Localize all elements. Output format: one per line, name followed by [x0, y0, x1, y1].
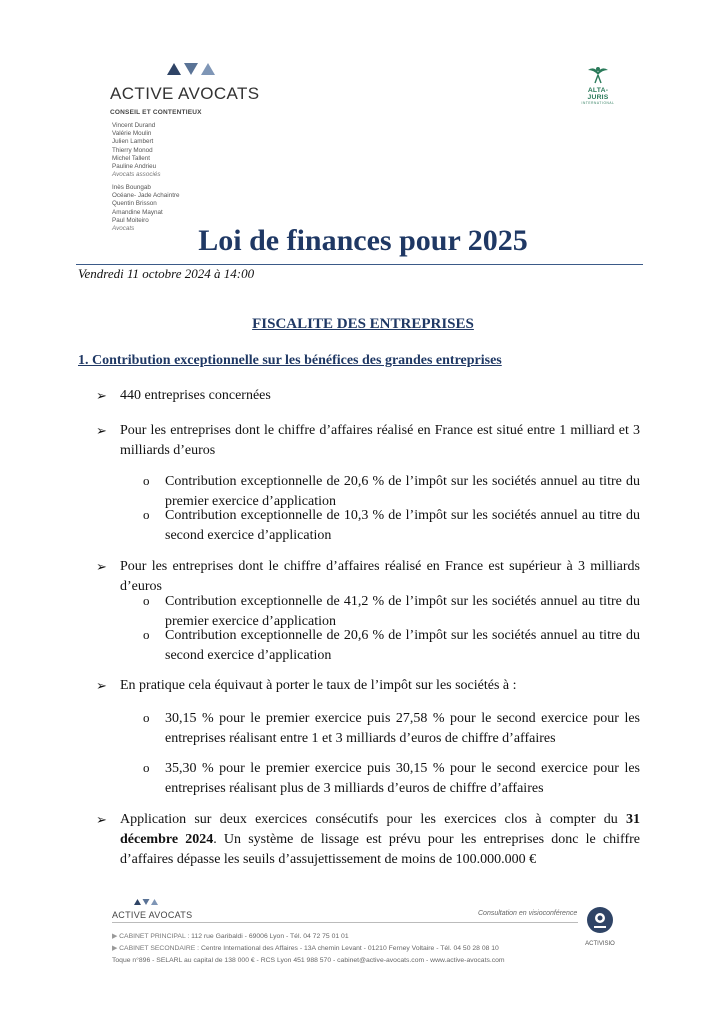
- footer-rule: [112, 922, 578, 923]
- triangle-marker-icon: ▶: [112, 945, 120, 952]
- footer-visio-text: Consultation en visioconférence: [478, 910, 578, 917]
- section-heading: FISCALITE DES ENTREPRISES: [252, 316, 474, 332]
- circle-bullet-icon: o: [143, 507, 150, 522]
- lawyer-name: Paul Moiteiro: [112, 216, 149, 224]
- arrow-bullet-icon: ➢: [96, 812, 107, 827]
- associate-name: Julien Lambert: [112, 138, 154, 146]
- bullet-item: [96, 810, 640, 870]
- circle-bullet-icon: o: [143, 627, 150, 642]
- circle-bullet-icon: o: [143, 710, 150, 725]
- circle-bullet-icon: o: [143, 473, 150, 488]
- associate-name: Thierry Monod: [112, 146, 153, 154]
- footer-secondary-address: ▶ CABINET SECONDAIRE : Centre International des Affaires - 13A chemin Levant - 01210 Ferney Voltaire - Tél. 04 50 28 08 10: [112, 945, 499, 952]
- lawyer-name: Inès Boungab: [112, 184, 151, 191]
- bullet-text: 440 entreprises concernées: [120, 388, 271, 403]
- footer-legal: Toque n°896 - SELARL au capital de 138 000 € - RCS Lyon 451 988 570 - cabinet@active-avocats.com - www.active-avocats.com: [112, 957, 505, 964]
- arrow-bullet-icon: ➢: [96, 678, 107, 693]
- alta-juris-emblem-icon: [586, 64, 610, 84]
- sub-bullet-item: [143, 626, 640, 666]
- alta-juris-sub: INTERNATIONAL: [581, 101, 615, 105]
- bullet-text: Application sur deux exercices consécutifs pour les exercices clos à compter du 31 décembre 2024. Un système de lissage est prévu pour les entreprises donc le chiffre d’affaires dépasse les seuils d’assujettissement de moins de 100.000.000 €: [120, 812, 640, 867]
- circle-bullet-icon: o: [143, 593, 150, 608]
- footer-brand: ACTIVE AVOCATS: [112, 910, 193, 920]
- bullet-item: [96, 557, 640, 597]
- document-date: Vendredi 11 octobre 2024 à 14:00: [78, 266, 255, 281]
- footer-principal-address: ▶ CABINET PRINCIPAL : 112 rue Garibaldi - 69006 Lyon - Tél. 04 72 75 01 01: [112, 933, 349, 940]
- bullet-item: [96, 421, 640, 461]
- bold-date: 31 décembre 2024: [120, 812, 640, 847]
- sub-bullet-text: Contribution exceptionnelle de 10,3 % de l’impôt sur les sociétés annuel au titre du second exercice d’application: [165, 508, 640, 543]
- title-rule: [76, 264, 643, 265]
- document-title: Loi de finances pour 2025: [198, 224, 528, 257]
- lawyer-name: Amandine Maynat: [112, 208, 163, 216]
- bullet-text: En pratique cela équivaut à porter le taux de l’impôt sur les sociétés à :: [120, 678, 517, 693]
- activisio-logo: [582, 905, 618, 947]
- circle-bullet-icon: o: [143, 760, 150, 775]
- alta-juris-name: ALTA-JURIS: [587, 87, 609, 101]
- sub-bullet-item: [143, 506, 640, 546]
- sub-bullet-text: Contribution exceptionnelle de 20,6 % de l’impôt sur les sociétés annuel au titre du second exercice d’application: [165, 628, 640, 663]
- activisio-label: ACTIVISIO: [585, 941, 615, 947]
- alta-juris-logo: [580, 64, 616, 105]
- sub-bullet-item: [143, 759, 640, 799]
- associates-list: [112, 122, 161, 179]
- sub-bullet-text: 35,30 % pour le premier exercice puis 30,15 % pour le second exercice pour les entreprises réalisant plus de 3 milliards d’euros de chiffre d’affaires: [165, 761, 640, 796]
- tagline: CONSEIL ET CONTENTIEUX: [110, 109, 202, 116]
- arrow-bullet-icon: ➢: [96, 559, 107, 574]
- sub-bullet-text: Contribution exceptionnelle de 20,6 % de l’impôt sur les sociétés annuel au titre du premier exercice d’application: [165, 474, 640, 509]
- sub-bullet-text: 30,15 % pour le premier exercice puis 27,58 % pour le second exercice pour les entreprises réalisant entre 1 et 3 milliards d’euros de chiffre d’affaires: [165, 711, 640, 746]
- bullet-item: [96, 386, 640, 406]
- associate-name: Valérie Moulin: [112, 130, 152, 138]
- bullet-text: Pour les entreprises dont le chiffre d’affaires réalisé en France est supérieur à 3 milliards d’euros: [120, 559, 640, 594]
- arrow-bullet-icon: ➢: [96, 388, 107, 403]
- triangle-marker-icon: ▶: [112, 933, 120, 940]
- sub-bullet-item: [143, 709, 640, 749]
- subsection-heading: 1. Contribution exceptionnelle sur les bénéfices des grandes entreprises: [78, 353, 502, 368]
- active-avocats-logo-icon: [167, 62, 217, 76]
- bullet-item: [96, 676, 640, 696]
- associate-name: Pauline Andrieu: [112, 163, 157, 171]
- bullet-text: Pour les entreprises dont le chiffre d’affaires réalisé en France est situé entre 1 milliard et 3 milliards d’euros: [120, 423, 640, 458]
- associate-name: Michel Tallent: [112, 154, 151, 162]
- activisio-icon: [585, 905, 615, 935]
- lawyers-role: Avocats: [112, 225, 135, 233]
- lawyer-name: Océane- Jade Achaintre: [112, 192, 180, 200]
- sub-bullet-text: Contribution exceptionnelle de 41,2 % de l’impôt sur les sociétés annuel au titre du premier exercice d’application: [165, 594, 640, 629]
- footer-logo-icon: [134, 898, 158, 906]
- arrow-bullet-icon: ➢: [96, 423, 107, 438]
- associates-role: Avocats associés: [112, 171, 161, 179]
- brand-name: ACTIVE AVOCATS: [110, 84, 260, 103]
- lawyer-name: Quentin Brisson: [112, 200, 157, 208]
- associate-name: Vincent Durand: [112, 122, 156, 129]
